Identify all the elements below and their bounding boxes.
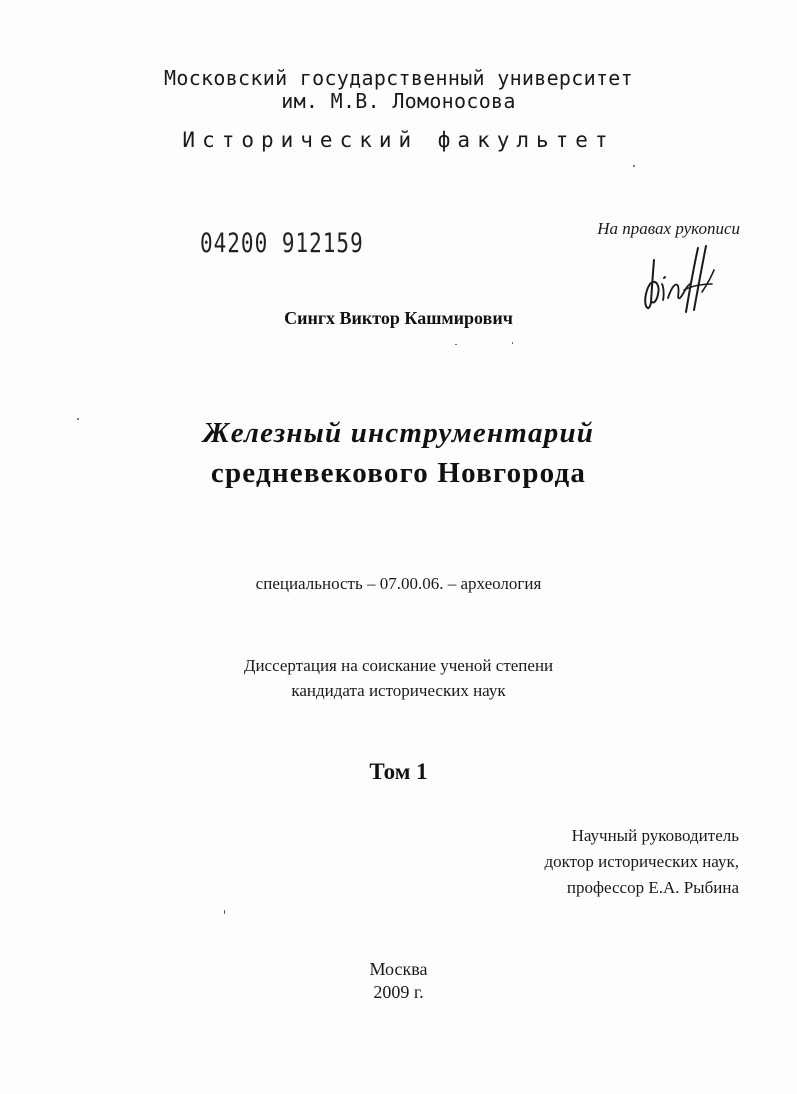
- year: 2009 г.: [373, 982, 424, 1002]
- scan-speck: [633, 165, 635, 167]
- author-name: Сингх Виктор Кашмирович: [284, 308, 513, 328]
- dissertation-degree-line2: кандидата исторических наук: [291, 681, 506, 700]
- specialty-line: специальность – 07.00.06. – археология: [255, 574, 542, 593]
- university-name-line2: им. М.В. Ломоносова: [281, 89, 516, 113]
- dissertation-title-line2: средневекового Новгорода: [210, 457, 587, 489]
- scan-speck: [512, 342, 513, 344]
- scan-speck: [224, 910, 225, 914]
- scan-speck: [77, 418, 79, 420]
- city: Москва: [369, 959, 428, 979]
- volume-label: Том 1: [369, 759, 428, 784]
- dissertation-degree-line1: Диссертация на соискание ученой степени: [243, 656, 554, 675]
- advisor-role: Научный руководитель: [571, 826, 739, 845]
- advisor-name: профессор Е.А. Рыбина: [566, 878, 739, 897]
- manuscript-rights-note: На правах рукописи: [597, 219, 740, 238]
- registration-number: 04200 912159: [200, 228, 364, 258]
- faculty-name: Исторический факультет: [182, 128, 615, 152]
- signature-icon: [628, 240, 728, 318]
- advisor-degree: доктор исторических наук,: [544, 852, 739, 871]
- dissertation-title-line1: Железный инструментарий: [202, 417, 595, 449]
- university-name-line1: Московский государственный университет: [164, 66, 633, 90]
- scan-speck: [455, 344, 457, 345]
